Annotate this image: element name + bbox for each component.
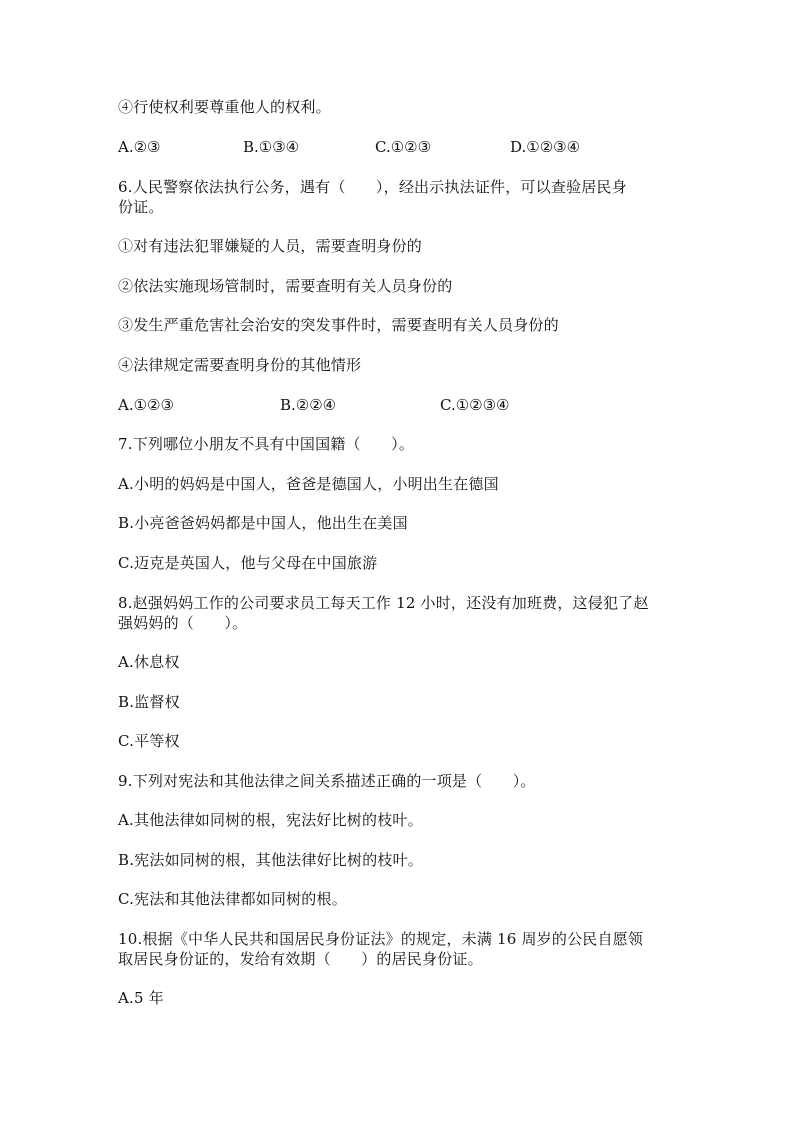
q7-option-a: A.小明的妈妈是中国人，爸爸是德国人，小明出生在德国: [118, 475, 499, 493]
q6-option-b: B.②②④: [280, 396, 337, 414]
q8-option-b: B.监督权: [118, 693, 180, 711]
q6-item-1: ①对有违法犯罪嫌疑的人员，需要查明身份的: [118, 237, 423, 255]
q7-option-b: B.小亮爸爸妈妈都是中国人，他出生在美国: [118, 514, 408, 532]
q8-stem-line-1: 8.赵强妈妈工作的公司要求员工每天工作 12 小时，还没有加班费，这侵犯了赵: [118, 594, 649, 612]
q6-option-a: A.①②③: [118, 396, 174, 414]
q9-option-c: C.宪法和其他法律都如同树的根。: [118, 890, 347, 908]
q5-option-a: A.②③: [118, 138, 161, 156]
q5-option-d: D.①②③④: [510, 138, 581, 156]
q8-stem-line-2: 强妈妈的（ ）。: [118, 614, 248, 632]
q10-option-a: A.5 年: [118, 989, 164, 1007]
q9-option-a: A.其他法律如同树的根，宪法好比树的枝叶。: [118, 811, 423, 829]
q5-option-c: C.①②③: [375, 138, 432, 156]
q10-stem-line-1: 10.根据《中华人民共和国居民身份证法》的规定，未满 16 周岁的公民自愿领: [118, 930, 644, 948]
q9-option-b: B.宪法如同树的根，其他法律好比树的枝叶。: [118, 851, 423, 869]
q8-option-a: A.休息权: [118, 653, 180, 671]
q6-item-2: ②依法实施现场管制时，需要查明有关人员身份的: [118, 277, 453, 295]
q6-stem-line-1: 6.人民警察依法执行公务，遇有（ ），经出示执法证件，可以查验居民身: [118, 178, 627, 196]
q9-stem: 9.下列对宪法和其他法律之间关系描述正确的一项是（ ）。: [118, 772, 536, 790]
q5-item-4: ④行使权利要尊重他人的权利。: [118, 98, 331, 116]
q7-stem: 7.下列哪位小朋友不具有中国国籍（ ）。: [118, 435, 415, 453]
q6-item-3: ③发生严重危害社会治安的突发事件时，需要查明有关人员身份的: [118, 316, 559, 334]
q8-option-c: C.平等权: [118, 732, 180, 750]
q5-option-b: B.①③④: [243, 138, 300, 156]
q6-stem-line-2: 份证。: [118, 198, 164, 216]
q10-stem-line-2: 取居民身份证的，发给有效期（ ）的居民身份证。: [118, 950, 483, 968]
q6-item-4: ④法律规定需要查明身份的其他情形: [118, 356, 362, 374]
q6-option-c: C.①②③④: [440, 396, 510, 414]
q7-option-c: C.迈克是英国人，他与父母在中国旅游: [118, 554, 378, 572]
